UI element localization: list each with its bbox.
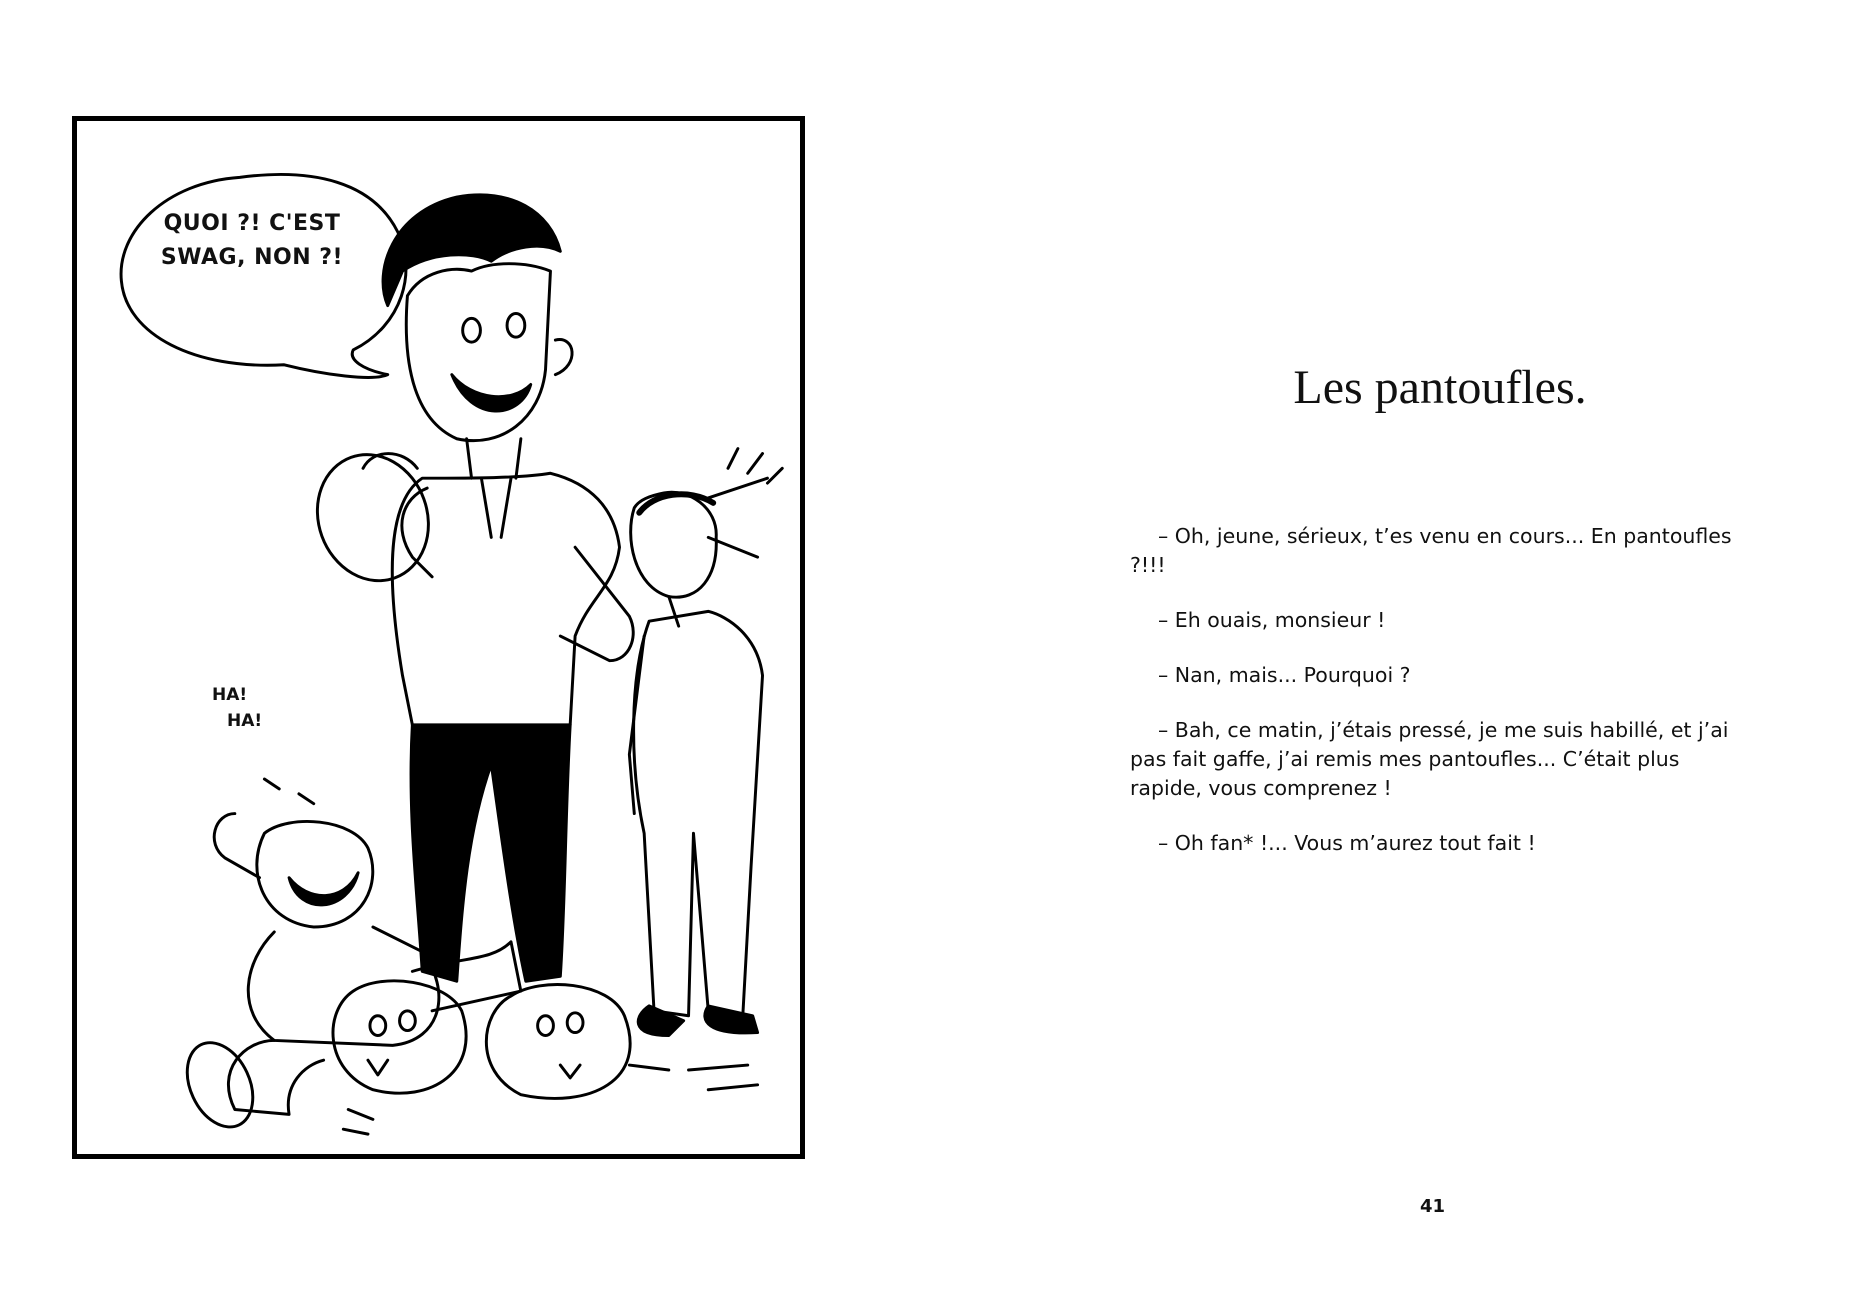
main-character-head [406, 264, 550, 441]
speech-bubble-text [137, 207, 367, 275]
main-character-hair [383, 195, 560, 306]
laugh-text-2: HA! [227, 711, 263, 731]
comic-panel [72, 116, 805, 1159]
dialogue-text [1130, 522, 1750, 884]
speech-bubble [121, 174, 406, 377]
dialogue-line: – Eh ouais, monsieur ! [1158, 608, 1386, 632]
chapter-title: Les pantoufles. [1293, 361, 1587, 414]
laughing-kid-head [257, 821, 373, 927]
dialogue-line: – Oh fan* !... Vous m’aurez tout fait ! [1158, 831, 1536, 855]
dialogue-line: – Nan, mais... Pourquoi ? [1158, 663, 1411, 687]
dialogue-line: – Bah, ce matin, j’étais pressé, je me suis habillé, et j’ai pas fait gaffe, j’ai remis mes pantoufles... C’était plus rapide, vous comprenez ! [1130, 718, 1729, 800]
laugh-text-1: HA! [212, 685, 248, 705]
comic-illustration [77, 121, 800, 1154]
main-character-jeans [411, 725, 570, 981]
hat [300, 439, 446, 597]
dialogue-line: – Oh, jeune, sérieux, t’es venu en cours... En pantoufles ?!!! [1130, 524, 1732, 577]
slipper-left [333, 981, 466, 1093]
slipper-right [486, 985, 630, 1099]
speech-line-1: QUOI ?! C'EST [163, 211, 341, 236]
speech-line-2: SWAG, NON ?! [160, 245, 344, 270]
page-number: 41 [1420, 1196, 1446, 1217]
